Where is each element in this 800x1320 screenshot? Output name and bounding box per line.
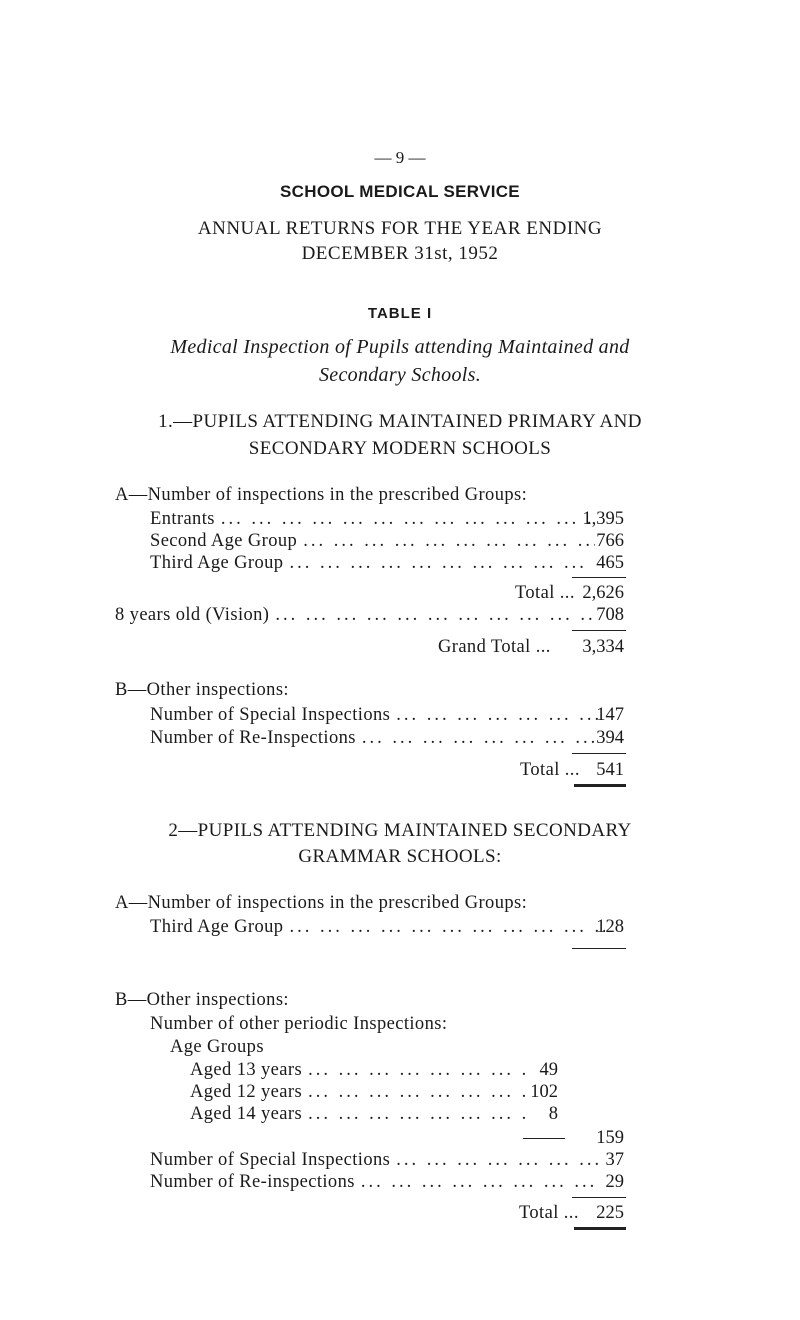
row-label: Number of Special Inspections <box>150 1150 391 1170</box>
total-label: Total ... <box>515 583 575 603</box>
list-item <box>150 917 605 938</box>
subtotal-rule <box>572 753 626 754</box>
grand-total-label: Grand Total ... <box>438 637 551 657</box>
list-item <box>190 1060 525 1081</box>
row-label: Number of Re-Inspections <box>150 728 356 748</box>
row-value: 394 <box>596 728 624 748</box>
subtitle-line2: Secondary Schools. <box>318 364 482 386</box>
double-rule <box>574 1227 626 1230</box>
section1-title-line2: SECONDARY MODERN SCHOOLS <box>248 438 552 459</box>
row-label: Aged 13 years <box>190 1060 303 1080</box>
row-value: 102 <box>530 1082 558 1102</box>
list-item <box>150 1150 605 1171</box>
subtotal-rule <box>572 948 626 949</box>
subtotal-rule <box>572 577 626 578</box>
section2-b-heading: B—Other inspections: <box>115 990 289 1010</box>
list-item <box>150 705 605 726</box>
list-item <box>190 1104 525 1125</box>
page-number: — 9 — <box>374 148 426 167</box>
periodic-inspections-heading: Number of other periodic Inspections: <box>150 1014 448 1034</box>
total-value: 2,626 <box>582 583 624 603</box>
list-item <box>150 531 595 552</box>
row-value: 708 <box>596 605 624 625</box>
row-value: 766 <box>596 531 624 551</box>
row-value: 37 <box>605 1150 624 1170</box>
row-value: 1,395 <box>582 509 624 529</box>
row-value: 147 <box>596 705 624 725</box>
total-label: Total ... <box>520 760 580 780</box>
section1-b-heading: B—Other inspections: <box>115 680 289 700</box>
section2-title-line2: GRAMMAR SCHOOLS: <box>298 846 502 867</box>
list-item <box>150 509 595 530</box>
double-rule <box>574 784 626 787</box>
age-subtotal-value: 159 <box>596 1128 624 1148</box>
section2-title-line1: 2—PUPILS ATTENDING MAINTAINED SECONDARY <box>168 820 632 841</box>
subtitle-line1: Medical Inspection of Pupils attending Maintained and <box>170 336 630 358</box>
row-label: Aged 12 years <box>190 1082 303 1102</box>
row-label: Number of Re-inspections <box>150 1172 355 1192</box>
returns-heading-line2: DECEMBER 31st, 1952 <box>301 243 499 264</box>
total-value: 541 <box>596 760 624 780</box>
row-label: Third Age Group <box>150 553 284 573</box>
table-title: TABLE I <box>367 305 433 322</box>
grand-total-value: 3,334 <box>582 637 624 657</box>
row-label: Second Age Group <box>150 531 298 551</box>
age-groups-heading: Age Groups <box>170 1037 264 1057</box>
row-label: 8 years old (Vision) <box>115 605 270 625</box>
list-item <box>115 605 595 626</box>
subtotal-rule <box>572 630 626 631</box>
leader-dots <box>215 509 595 530</box>
section1-a-heading: A—Number of inspections in the prescribed Groups: <box>115 485 528 505</box>
row-label: Aged 14 years <box>190 1104 303 1124</box>
row-value: 49 <box>539 1060 558 1080</box>
list-item <box>190 1082 525 1103</box>
subtotal-rule <box>572 1197 626 1198</box>
row-value: 465 <box>596 553 624 573</box>
section1-title-line1: 1.—PUPILS ATTENDING MAINTAINED PRIMARY AND <box>158 411 642 432</box>
total-label: Total ... <box>519 1203 579 1223</box>
row-label: Entrants <box>150 509 215 529</box>
row-value: 128 <box>596 917 624 937</box>
row-value: 29 <box>605 1172 624 1192</box>
list-item <box>150 728 605 749</box>
list-item <box>150 553 595 574</box>
service-title: SCHOOL MEDICAL SERVICE <box>280 182 520 201</box>
section2-a-heading: A—Number of inspections in the prescribed Groups: <box>115 893 528 913</box>
returns-heading-line1: ANNUAL RETURNS FOR THE YEAR ENDING <box>197 218 603 239</box>
total-value: 225 <box>596 1203 624 1223</box>
row-label: Number of Special Inspections <box>150 705 391 725</box>
row-value: 8 <box>548 1104 558 1124</box>
list-item <box>150 1172 605 1193</box>
row-label: Third Age Group <box>150 917 284 937</box>
